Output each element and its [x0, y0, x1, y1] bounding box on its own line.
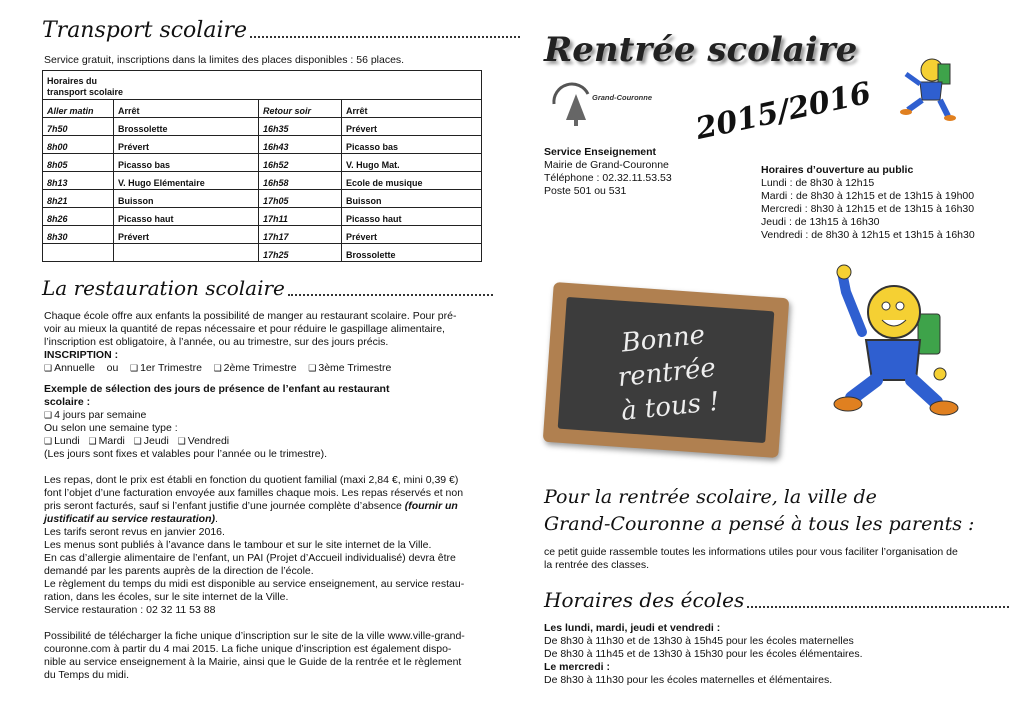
cell: Prévert	[114, 226, 259, 244]
cell: 17h05	[259, 190, 342, 208]
cell: 17h25	[259, 244, 342, 262]
running-child-icon	[898, 52, 956, 122]
cell: V. Hugo Mat.	[342, 154, 482, 172]
heading-underline	[747, 600, 1009, 608]
cell: 8h00	[43, 136, 114, 154]
opening-hours	[761, 164, 975, 242]
exemple-heading-2: scolaire :	[44, 396, 91, 408]
table-row	[43, 136, 482, 154]
table-row	[43, 244, 482, 262]
service-line: Mairie de Grand-Couronne	[544, 159, 669, 171]
transport-title: Transport scolaire	[42, 18, 248, 43]
table-title-2: transport scolaire	[47, 87, 124, 97]
paragraph-line: demandé par les parents auprès de la direction de l’école.	[44, 565, 314, 577]
cell: Brossolette	[342, 244, 482, 262]
kid-small-illustration	[898, 52, 956, 122]
restauration-heading	[42, 276, 493, 300]
checkbox-trimestre-1[interactable]: ❑ 1er Trimestre	[130, 362, 202, 374]
col-aller: Aller matin	[43, 100, 114, 118]
table-title-1: Horaires du	[47, 76, 98, 86]
paragraph-line: Les tarifs seront revus en janvier 2016.	[44, 526, 225, 538]
paragraph-line: du Temps du midi.	[44, 669, 130, 681]
running-child-icon	[832, 262, 962, 422]
text: pris seront facturés, sauf si l’enfant justifie d’une journée complète d’absence	[44, 500, 405, 512]
paragraph-line: nible au service enseignement à la Mairie, ainsi que le Guide de la rentrée et le règlement	[44, 656, 462, 668]
inscription-label: INSCRIPTION :	[44, 349, 119, 361]
col-arret-1: Arrêt	[114, 100, 259, 118]
table-row	[43, 172, 482, 190]
intro-text	[544, 546, 958, 572]
restauration-title: La restauration scolaire	[42, 276, 285, 300]
schools-line: De 8h30 à 11h45 et de 13h30 à 15h30 pour les écoles élémentaires.	[544, 648, 863, 660]
cell: Ecole de musique	[342, 172, 482, 190]
opening-line: Vendredi : de 8h30 à 12h15 et 13h15 à 16h30	[761, 229, 975, 241]
opening-line: Lundi : de 8h30 à 12h15	[761, 177, 875, 189]
cell: Prévert	[114, 136, 259, 154]
schools-heading	[544, 588, 1009, 612]
fixed-note: (Les jours sont fixes et valables pour l’année ou le trimestre).	[44, 448, 328, 460]
cell: 8h05	[43, 154, 114, 172]
cell: Picasso haut	[342, 208, 482, 226]
checkbox-lundi[interactable]: ❑ Lundi	[44, 435, 80, 447]
text: (fournir un	[404, 500, 458, 512]
table-row	[43, 208, 482, 226]
cell: Buisson	[342, 190, 482, 208]
days-options	[44, 435, 484, 448]
paragraph-line: Les menus sont publiés à l’avance dans le tambour et sur le site internet de la Ville.	[44, 539, 432, 551]
opening-line: Mardi : de 8h30 à 12h15 et de 13h15 à 19h00	[761, 190, 975, 202]
opening-line: Mercredi : 8h30 à 12h15 et de 13h15 à 16h30	[761, 203, 975, 215]
paragraph-line: voir au mieux la quantité de repas nécessaire et pour réduire le gaspillage alimentaire,	[44, 323, 445, 335]
checkbox-mardi[interactable]: ❑ Mardi	[89, 435, 125, 447]
opening-line: Jeudi : de 13h15 à 16h30	[761, 216, 880, 228]
paragraph-line	[44, 500, 484, 513]
cell: Picasso haut	[114, 208, 259, 226]
transport-heading	[42, 18, 520, 43]
opening-title: Horaires d’ouverture au public	[761, 164, 914, 176]
inscription-options	[44, 362, 484, 375]
intro-line: la rentrée des classes.	[544, 559, 650, 571]
text: .	[214, 513, 218, 525]
paragraph-line: Le règlement du temps du midi est disponible au service enseignement, au service restau-	[44, 578, 465, 590]
table-row	[43, 226, 482, 244]
cell: 8h21	[43, 190, 114, 208]
paragraph-line: couronne.com à partir du 4 mai 2015. La fiche unique d’inscription est également dispo-	[44, 643, 452, 655]
cell: 16h43	[259, 136, 342, 154]
intro-heading-2: Grand-Couronne a pensé à tous les parents :	[544, 513, 975, 535]
year: 2015/2016	[692, 75, 875, 147]
cell: 16h58	[259, 172, 342, 190]
cell	[43, 244, 114, 262]
chalkboard-surface	[558, 297, 775, 443]
chalkboard	[543, 282, 790, 458]
checkbox-trimestre-2[interactable]: ❑ 2ème Trimestre	[214, 362, 297, 374]
service-phone: Téléphone : 02.32.11.53.53	[544, 172, 672, 184]
cell: Buisson	[114, 190, 259, 208]
checkbox-jeudi[interactable]: ❑ Jeudi	[134, 435, 169, 447]
intro-heading-1: Pour la rentrée scolaire, la ville de	[544, 486, 877, 508]
or-week-text: Ou selon une semaine type :	[44, 422, 178, 434]
heading-underline	[250, 30, 520, 38]
logo-text: Grand-Couronne	[592, 93, 652, 102]
paragraph-line: Service restauration : 02 32 11 53 88	[44, 604, 216, 616]
table-row	[43, 154, 482, 172]
heading-underline	[288, 288, 493, 296]
schools-line: De 8h30 à 11h30 pour les écoles maternelles et élémentaires.	[544, 674, 833, 686]
kid-large-illustration	[832, 262, 962, 422]
paragraph-line: Chaque école offre aux enfants la possibilité de manger au restaurant scolaire. Pour pré-	[44, 310, 457, 322]
paragraph-line	[44, 513, 484, 526]
cell	[114, 244, 259, 262]
checkbox-trimestre-3[interactable]: ❑ 3ème Trimestre	[308, 362, 391, 374]
cell: 16h35	[259, 118, 342, 136]
cell: 7h50	[43, 118, 114, 136]
schools-body	[544, 622, 863, 687]
checkbox-vendredi[interactable]: ❑ Vendredi	[178, 435, 230, 447]
cell: Brossolette	[114, 118, 259, 136]
cell: Picasso bas	[342, 136, 482, 154]
checkbox-annuelle[interactable]: ❑ Annuelle	[44, 362, 95, 374]
town-logo	[548, 80, 652, 130]
cell: 8h13	[43, 172, 114, 190]
schools-title: Horaires des écoles	[544, 588, 745, 612]
cell: Prévert	[342, 226, 482, 244]
cell: 16h52	[259, 154, 342, 172]
table-header-row	[43, 100, 482, 118]
paragraph-line: Possibilité de télécharger la fiche unique d’inscription sur le site de la ville www.ville-grand-	[44, 630, 465, 642]
restauration-body	[44, 310, 484, 682]
service-block	[544, 146, 672, 198]
table-row	[43, 118, 482, 136]
chalkboard-text	[567, 312, 767, 433]
table-title-row	[43, 71, 482, 100]
paragraph-line: font l’objet d’une facturation envoyée aux familles chaque mois. Les repas réservés et non	[44, 487, 464, 499]
service-line: Poste 501 ou 531	[544, 185, 627, 197]
cell: 8h30	[43, 226, 114, 244]
cell: 17h17	[259, 226, 342, 244]
cell: 8h26	[43, 208, 114, 226]
cell: Prévert	[342, 118, 482, 136]
col-arret-2: Arrêt	[342, 100, 482, 118]
paragraph-line: ration, dans les écoles, sur le site internet de la Ville.	[44, 591, 289, 603]
col-retour: Retour soir	[259, 100, 342, 118]
text: justificatif au service restauration)	[44, 513, 215, 525]
intro-heading	[544, 484, 974, 538]
service-name: Service Enseignement	[544, 146, 657, 158]
cell: 17h11	[259, 208, 342, 226]
transport-intro: Service gratuit, inscriptions dans la limites des places disponibles : 56 places.	[44, 54, 405, 66]
intro-line: ce petit guide rassemble toutes les informations utiles pour vous faciliter l’organisation de	[544, 546, 958, 558]
bus-schedule-table	[42, 70, 482, 262]
checkbox-four-days[interactable]: ❑ 4 jours par semaine	[44, 409, 146, 421]
logo-icon	[548, 80, 648, 130]
chalk-line-2: à tous !	[619, 386, 721, 427]
cell: V. Hugo Elémentaire	[114, 172, 259, 190]
paragraph-line: Les repas, dont le prix est établi en fonction du quotient familial (maxi 2,84 €, mini 0,39 €)	[44, 474, 459, 486]
schools-days-label: Les lundi, mardi, jeudi et vendredi :	[544, 622, 721, 634]
schools-line: De 8h30 à 11h30 et de 13h30 à 15h45 pour les écoles maternelles	[544, 635, 854, 647]
main-title: Rentrée scolaire	[544, 30, 858, 70]
chalk-line-1: Bonne rentrée	[616, 319, 718, 394]
paragraph-line: En cas d’allergie alimentaire de l’enfant, un PAI (Projet d’Accueil individualisé) devra être	[44, 552, 456, 564]
schools-wed-label: Le mercredi :	[544, 661, 610, 673]
cell: Picasso bas	[114, 154, 259, 172]
paragraph-line: l’inscription est obligatoire, à l’année, ou au trimestre, sur des jours précis.	[44, 336, 389, 348]
or-text: ou	[106, 362, 119, 374]
exemple-heading: Exemple de sélection des jours de présence de l’enfant au restaurant	[44, 383, 390, 395]
table-row	[43, 190, 482, 208]
